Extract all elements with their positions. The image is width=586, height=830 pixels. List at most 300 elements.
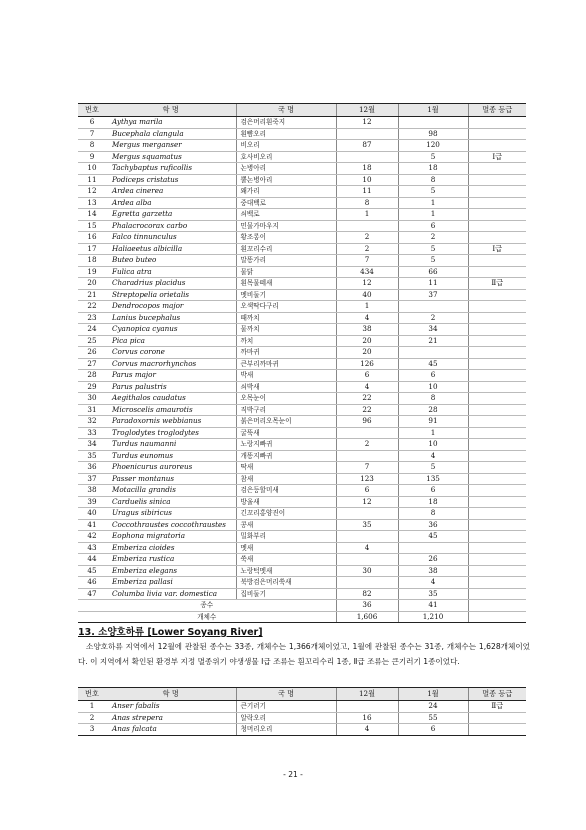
cell-kr: 오색딱다구리 [236,301,336,313]
header-number: 번호 [78,104,106,117]
cell-sci: Bucephala clangula [106,128,236,140]
cell-jan: 6 [398,370,468,382]
cell-kr: 딱새 [236,462,336,474]
cell-grade [468,439,526,451]
cell-kr: 흰목물떼새 [236,278,336,290]
cell-dec [336,701,398,713]
table-row [78,712,526,724]
cell-dec [336,554,398,566]
cell-grade [468,255,526,267]
cell-grade [468,174,526,186]
table-row [78,301,526,313]
cell-sci: Paradoxornis webbianus [106,416,236,428]
cell-kr: 노랑지빠귀 [236,439,336,451]
cell-no: 20 [78,278,106,290]
cell-no: 41 [78,519,106,531]
header-december: 12월 [336,104,398,117]
cell-dec [336,508,398,520]
cell-sci: Mergus squamatus [106,151,236,163]
cell-jan: 6 [398,220,468,232]
cell-no: 36 [78,462,106,474]
cell-dec: 12 [336,117,398,129]
cell-no: 11 [78,174,106,186]
cell-no: 40 [78,508,106,520]
table-row [78,324,526,336]
cell-no: 39 [78,496,106,508]
cell-sci: Haliaeetus albicilla [106,243,236,255]
cell-jan: 5 [398,462,468,474]
cell-no: 43 [78,542,106,554]
cell-kr: 호사비오리 [236,151,336,163]
cell-sci: Lanius bucephalus [106,312,236,324]
cell-dec: 30 [336,565,398,577]
cell-kr: 청머리오리 [236,724,336,736]
page-number: - 21 - [283,770,303,779]
cell-grade [468,186,526,198]
cell-jan: 28 [398,404,468,416]
cell-grade [468,140,526,152]
table-row [78,473,526,485]
cell-sci: Anser fabalis [106,701,236,713]
cell-kr: 붉은머리오목눈이 [236,416,336,428]
cell-grade [468,163,526,175]
cell-sci: Fulica atra [106,266,236,278]
table-row [78,724,526,736]
cell-grade [468,370,526,382]
cell-dec [336,151,398,163]
cell-kr: 큰기러기 [236,701,336,713]
cell-sci: Aegithalos caudatus [106,393,236,405]
total-label: 개체수 [78,611,336,623]
cell-sci: Podiceps cristatus [106,174,236,186]
table-row [78,347,526,359]
cell-kr: 뿔논병아리 [236,174,336,186]
cell-grade [468,324,526,336]
header-scientific-name: 학 명 [106,688,236,701]
cell-sci: Anas strepera [106,712,236,724]
cell-sci: Falco tinnunculus [106,232,236,244]
cell-grade: Ⅰ급 [468,243,526,255]
header-korean-name: 국 명 [236,104,336,117]
cell-no: 9 [78,151,106,163]
cell-sci: Turdus eunomus [106,450,236,462]
cell-jan: 8 [398,508,468,520]
cell-kr: 논병아리 [236,163,336,175]
cell-sci: Cyanopica cyanus [106,324,236,336]
species-table-lower-soyang [78,687,526,736]
table-row [78,496,526,508]
header-january: 1월 [398,104,468,117]
cell-jan: 6 [398,485,468,497]
table-row [78,312,526,324]
table-row [78,335,526,347]
cell-jan: 5 [398,255,468,267]
cell-dec: 96 [336,416,398,428]
header-endangered-grade: 멸종 등급 [468,104,526,117]
cell-grade [468,450,526,462]
cell-no: 28 [78,370,106,382]
cell-sci: Aythya marila [106,117,236,129]
cell-sci: Phoenicurus auroreus [106,462,236,474]
cell-jan: 120 [398,140,468,152]
cell-dec: 8 [336,197,398,209]
table-header-row [78,688,526,701]
cell-grade [468,724,526,736]
cell-kr: 참새 [236,473,336,485]
cell-dec: 4 [336,312,398,324]
cell-jan: 4 [398,577,468,589]
cell-kr: 큰부리까마귀 [236,358,336,370]
cell-jan: 26 [398,554,468,566]
cell-sci: Eophona migratoria [106,531,236,543]
cell-grade [468,232,526,244]
cell-no: 24 [78,324,106,336]
cell-dec [336,427,398,439]
cell-grade: Ⅱ급 [468,701,526,713]
cell-dec: 12 [336,496,398,508]
cell-no: 44 [78,554,106,566]
cell-no: 25 [78,335,106,347]
table-row [78,519,526,531]
cell-sci: Dendrocopos major [106,301,236,313]
cell-grade [468,577,526,589]
cell-sci: Parus major [106,370,236,382]
cell-kr: 굴뚝새 [236,427,336,439]
cell-kr: 멧새 [236,542,336,554]
cell-jan: 34 [398,324,468,336]
section-title: 13. 소양호하류 [Lower Soyang River] [78,627,263,638]
cell-grade [468,542,526,554]
cell-jan: 11 [398,278,468,290]
table-row [78,278,526,290]
cell-jan: 4 [398,450,468,462]
cell-sci: Mergus merganser [106,140,236,152]
cell-sci: Anas falcata [106,724,236,736]
cell-no: 21 [78,289,106,301]
cell-jan: 8 [398,174,468,186]
cell-sci: Emberiza elegans [106,565,236,577]
cell-grade [468,117,526,129]
total-january: 1,210 [398,611,468,623]
cell-kr: 중대백로 [236,197,336,209]
table-row [78,381,526,393]
cell-sci: Pica pica [106,335,236,347]
cell-no: 14 [78,209,106,221]
cell-dec: 2 [336,232,398,244]
cell-no: 16 [78,232,106,244]
cell-dec: 123 [336,473,398,485]
table-row [78,588,526,600]
table-row [78,358,526,370]
cell-kr: 민물가마우지 [236,220,336,232]
cell-sci: Coccothraustes coccothraustes [106,519,236,531]
cell-dec: 126 [336,358,398,370]
cell-grade [468,427,526,439]
cell-sci: Microscelis amaurotis [106,404,236,416]
cell-kr: 때까치 [236,312,336,324]
cell-sci: Emberiza cioides [106,542,236,554]
cell-no: 31 [78,404,106,416]
cell-no: 10 [78,163,106,175]
cell-sci: Charadrius placidus [106,278,236,290]
cell-no: 17 [78,243,106,255]
header-korean-name: 국 명 [236,688,336,701]
cell-dec: 10 [336,174,398,186]
cell-sci: Streptopelia orietalis [106,289,236,301]
cell-jan: 38 [398,565,468,577]
cell-kr: 밀화부리 [236,531,336,543]
cell-grade [468,496,526,508]
cell-sci: Ardea alba [106,197,236,209]
cell-sci: Troglodytes troglodytes [106,427,236,439]
cell-kr: 알락오리 [236,712,336,724]
cell-grade [468,519,526,531]
cell-jan: 37 [398,289,468,301]
cell-dec: 2 [336,243,398,255]
cell-grade [468,531,526,543]
cell-no: 19 [78,266,106,278]
cell-no: 3 [78,724,106,736]
table-row [78,140,526,152]
cell-dec: 434 [336,266,398,278]
cell-kr: 왜가리 [236,186,336,198]
cell-jan [398,542,468,554]
cell-dec: 4 [336,724,398,736]
cell-grade [468,347,526,359]
table-row [78,393,526,405]
table-row [78,577,526,589]
cell-dec: 7 [336,255,398,267]
cell-no: 27 [78,358,106,370]
cell-kr: 쑥새 [236,554,336,566]
cell-jan: 1 [398,209,468,221]
cell-kr: 멧비둘기 [236,289,336,301]
cell-kr: 직박구리 [236,404,336,416]
cell-kr: 황조롱이 [236,232,336,244]
cell-dec: 12 [336,278,398,290]
cell-jan: 66 [398,266,468,278]
cell-sci: Motacilla grandis [106,485,236,497]
cell-dec: 6 [336,370,398,382]
cell-no: 32 [78,416,106,428]
cell-dec: 35 [336,519,398,531]
cell-jan: 6 [398,724,468,736]
cell-jan: 18 [398,163,468,175]
cell-grade [468,301,526,313]
cell-no: 6 [78,117,106,129]
cell-jan: 5 [398,151,468,163]
cell-jan: 10 [398,439,468,451]
cell-no: 33 [78,427,106,439]
table-row [78,554,526,566]
cell-dec: 6 [336,485,398,497]
cell-dec: 1 [336,301,398,313]
cell-sci: Buteo buteo [106,255,236,267]
cell-dec: 18 [336,163,398,175]
cell-no: 15 [78,220,106,232]
table-row [78,163,526,175]
cell-no: 47 [78,588,106,600]
header-number: 번호 [78,688,106,701]
cell-no: 46 [78,577,106,589]
table-row [78,220,526,232]
cell-kr: 말똥가리 [236,255,336,267]
cell-kr: 물까치 [236,324,336,336]
cell-dec [336,577,398,589]
table-row [78,508,526,520]
cell-grade [468,312,526,324]
cell-dec: 87 [336,140,398,152]
individual-count-row [78,611,526,623]
table-row [78,209,526,221]
table-row [78,404,526,416]
cell-sci: Emberiza rustica [106,554,236,566]
cell-jan: 24 [398,701,468,713]
table-row [78,151,526,163]
table-row [78,416,526,428]
cell-grade: Ⅰ급 [468,151,526,163]
cell-no: 13 [78,197,106,209]
header-scientific-name: 학 명 [106,104,236,117]
cell-jan: 135 [398,473,468,485]
species-table [78,103,526,623]
cell-kr: 물닭 [236,266,336,278]
cell-dec: 38 [336,324,398,336]
cell-dec: 1 [336,209,398,221]
total-december: 1,606 [336,611,398,623]
total-grade [468,600,526,612]
cell-no: 1 [78,701,106,713]
header-endangered-grade: 멸종 등급 [468,688,526,701]
table-row [78,542,526,554]
cell-grade [468,209,526,221]
cell-dec: 4 [336,381,398,393]
table-row [78,450,526,462]
cell-jan: 36 [398,519,468,531]
cell-dec [336,128,398,140]
cell-no: 23 [78,312,106,324]
table-row [78,565,526,577]
section-paragraph: 소양호하류 지역에서 12월에 관찰된 종수는 33종, 개체수는 1,366개체이었고, 1월에 관찰된 종수는 31종, 개체수는 1,628개체이었다. 이 지역에서 확인된 환경부 지정 멸종위기 야생생물 Ⅰ급 조류는 흰꼬리수리 1종, Ⅱ급 조류는 큰기러기 1종이었다. [78,642,530,666]
cell-grade [468,404,526,416]
cell-grade [468,128,526,140]
cell-sci: Turdus naumanni [106,439,236,451]
cell-jan: 10 [398,381,468,393]
cell-jan: 2 [398,312,468,324]
cell-jan: 45 [398,358,468,370]
total-december: 36 [336,600,398,612]
cell-kr: 흰뺨오리 [236,128,336,140]
total-grade [468,611,526,623]
cell-kr: 방울새 [236,496,336,508]
cell-dec: 40 [336,289,398,301]
cell-sci: Tachybaptus ruficollis [106,163,236,175]
table-row [78,289,526,301]
cell-grade [468,393,526,405]
cell-grade [468,289,526,301]
table-row [78,701,526,713]
cell-no: 29 [78,381,106,393]
cell-kr: 개똥지빠귀 [236,450,336,462]
cell-dec: 2 [336,439,398,451]
cell-no: 12 [78,186,106,198]
cell-jan: 1 [398,427,468,439]
total-label: 종수 [78,600,336,612]
cell-kr: 박새 [236,370,336,382]
table-row [78,439,526,451]
cell-sci: Phalacrocorax carbo [106,220,236,232]
cell-sci: Emberiza pallasi [106,577,236,589]
cell-sci: Uragus sibiricus [106,508,236,520]
cell-jan: 21 [398,335,468,347]
cell-jan: 18 [398,496,468,508]
cell-jan: 98 [398,128,468,140]
cell-dec: 82 [336,588,398,600]
cell-jan: 5 [398,243,468,255]
cell-dec: 20 [336,335,398,347]
table-header-row [78,104,526,117]
cell-no: 34 [78,439,106,451]
cell-dec [336,531,398,543]
cell-no: 38 [78,485,106,497]
table-row [78,255,526,267]
cell-kr: 오목눈이 [236,393,336,405]
cell-grade [468,473,526,485]
cell-dec: 20 [336,347,398,359]
cell-jan: 1 [398,197,468,209]
table-row [78,462,526,474]
cell-jan: 55 [398,712,468,724]
cell-dec: 22 [336,404,398,416]
cell-no: 22 [78,301,106,313]
table-row [78,243,526,255]
cell-grade: Ⅱ급 [468,278,526,290]
cell-no: 2 [78,712,106,724]
table-row [78,174,526,186]
cell-jan: 5 [398,186,468,198]
cell-jan: 91 [398,416,468,428]
cell-dec: 16 [336,712,398,724]
cell-dec: 22 [336,393,398,405]
cell-kr: 쇠박새 [236,381,336,393]
cell-no: 42 [78,531,106,543]
table-row [78,128,526,140]
cell-grade [468,416,526,428]
cell-grade [468,197,526,209]
cell-grade [468,462,526,474]
cell-jan: 35 [398,588,468,600]
cell-kr: 까마귀 [236,347,336,359]
cell-no: 8 [78,140,106,152]
total-january: 41 [398,600,468,612]
cell-sci: Corvus macrorhynchos [106,358,236,370]
header-january: 1월 [398,688,468,701]
cell-grade [468,335,526,347]
cell-kr: 콩새 [236,519,336,531]
cell-kr: 비오리 [236,140,336,152]
species-count-row [78,600,526,612]
cell-jan: 45 [398,531,468,543]
cell-sci: Passer montanus [106,473,236,485]
cell-grade [468,220,526,232]
cell-grade [468,358,526,370]
cell-kr: 검은머리흰죽지 [236,117,336,129]
cell-grade [468,381,526,393]
cell-jan: 8 [398,393,468,405]
table-row [78,531,526,543]
cell-no: 45 [78,565,106,577]
cell-kr: 쇠백로 [236,209,336,221]
